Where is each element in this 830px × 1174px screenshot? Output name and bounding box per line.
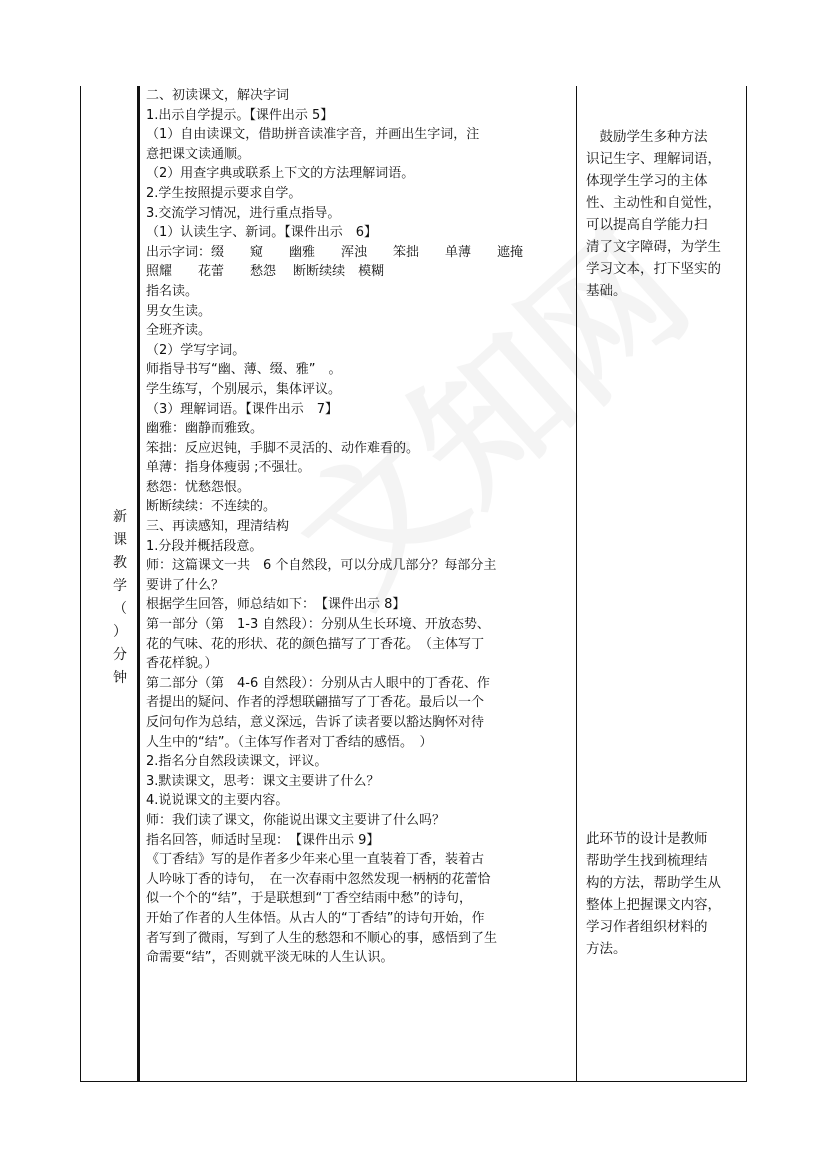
content-line: 指名回答，师适时呈现： 【课件出示 9】	[146, 832, 380, 848]
content-line: 似一个个的“结”，于是联想到“丁香空结雨中愁”的诗句，	[146, 891, 472, 907]
content-line: 3.交流学习情况，进行重点指导。	[146, 205, 341, 221]
section-label-char: 分	[113, 647, 127, 663]
content-line: 反问句作为总结，意义深远，告诉了读者要以豁达胸怀对待	[146, 715, 485, 730]
section-label-char: （	[113, 601, 127, 617]
content-line: 师：这篇课文一共 6 个自然段，可以分成几部分？每部分主	[146, 558, 497, 574]
content-line: 根据学生回答，师总结如下： 【课件出示 8】	[146, 597, 406, 613]
content-line: 香花样貌。）	[146, 656, 218, 672]
content-line: 2.学生按照提示要求自学。	[146, 185, 302, 201]
content-line: 1.出示自学提示。【课件出示 5】	[146, 107, 334, 123]
content-line: 学生练写，个别展示，集体评议。	[146, 381, 342, 397]
content-line: （2）学写字词。	[146, 342, 246, 358]
content-line: 人吟咏丁香的诗句， 在一次春雨中忽然发现一柄柄的花蕾恰	[146, 871, 491, 887]
note-line: 性、主动性和自觉性，	[586, 195, 721, 211]
note-line: 可以提高自学能力扫	[586, 217, 708, 233]
section-label-char: ）	[113, 624, 127, 640]
table-bottom-border	[80, 1081, 747, 1082]
note-line: 方法。	[586, 941, 627, 957]
content-line: 照耀 花蕾 愁怨 断断续续 模糊	[146, 264, 385, 280]
content-line: 愁怨：忧愁怨恨。	[146, 479, 251, 495]
section-label-char: 教	[113, 555, 127, 571]
table-left-border	[80, 86, 81, 1081]
content-line: 意把课文读通顺。	[146, 146, 251, 162]
content-line: 花的气味、花的形状、花的颜色描写了丁香花。 （主体写丁	[146, 636, 485, 652]
lesson-content	[146, 86, 572, 968]
note-line: 帮助学生找到梳理结	[586, 853, 708, 869]
content-line: 开始了作者的人生体悟。从古人的“丁香结”的诗句开始，作	[146, 910, 485, 926]
note-line: 鼓励学生多种方法	[586, 129, 708, 145]
content-line: 师：我们读了课文，你能说出课文主要讲了什么吗？	[146, 812, 446, 828]
content-line: 4.说说课文的主要内容。	[146, 793, 289, 809]
note-line: 此环节的设计是教师	[586, 831, 708, 847]
content-line: 命需要“结”，否则就平淡无味的人生认识。	[146, 950, 394, 966]
table-column-divider-1	[137, 86, 140, 1081]
table-right-border	[746, 86, 747, 1081]
content-line: 指名读。	[146, 283, 199, 299]
section-label-char: 新	[113, 509, 127, 525]
content-line: 要讲了什么？	[146, 577, 225, 593]
content-line: （1）认读生字、新词。【课件出示 6】	[146, 225, 378, 241]
design-note-1	[586, 126, 746, 302]
content-line: 3.默读课文，思考：课文主要讲了什么？	[146, 773, 380, 789]
content-line: 出示字词：缀 窥 幽雅 浑浊 笨拙 单薄 遮掩	[146, 244, 524, 260]
content-line: 师指导书写“幽、薄、缀、雅” 。	[146, 362, 342, 378]
content-line: 者提出的疑问、作者的浮想联翩描写了丁香花。最后以一个	[146, 695, 485, 711]
note-line: 学习文本，打下坚实的	[586, 261, 721, 277]
design-note-2	[586, 828, 746, 960]
content-line: （2）用查字典或联系上下文的方法理解词语。	[146, 166, 415, 182]
note-line: 基础。	[586, 283, 627, 299]
note-line: 清了文字障碍，为学生	[586, 239, 721, 255]
section-label-char: 学	[113, 578, 127, 594]
content-line: 者写到了微雨，写到了人生的愁怨和不顺心的事，感悟到了生	[146, 930, 498, 946]
content-line: 男女生读。	[146, 303, 212, 319]
content-line: （1）自由读课文，借助拼音读准字音，并画出生字词，注	[146, 127, 480, 143]
note-line: 体现学生学习的主体	[586, 173, 708, 189]
content-line: 人生中的“结”。（主体写作者对丁香结的感悟。 ）	[146, 734, 433, 750]
content-line: 笨拙：反应迟钝，手脚不灵活的、动作难看的。	[146, 440, 420, 456]
content-line: （3）理解词语。【课件出示 7】	[146, 401, 339, 417]
content-line: 三、再读感知，理清结构	[146, 519, 290, 535]
content-line: 第一部分（第 1-3 自然段）：分别从生长环境、开放态势、	[146, 617, 490, 633]
section-label-char: 钟	[113, 670, 127, 686]
note-line: 构的方法，帮助学生从	[586, 875, 721, 891]
section-label-char: 课	[113, 532, 127, 548]
content-line: 幽雅：幽静而雅致。	[146, 421, 264, 437]
content-line: 二、初读课文，解决字词	[146, 88, 290, 103]
content-line: 断断续续：不连续的。	[146, 499, 277, 515]
note-line: 识记生字、理解词语，	[586, 151, 721, 167]
content-line: 单薄：指身体瘦弱 ;不强壮。	[146, 460, 311, 476]
content-line: 1.分段并概括段意。	[146, 538, 263, 554]
content-line: 2.指名分自然段读课文，评议。	[146, 754, 328, 770]
note-line: 学习作者组织材料的	[586, 919, 708, 935]
content-line: 全班齐读。	[146, 323, 212, 339]
section-label	[110, 506, 130, 690]
note-line: 整体上把握课文内容，	[586, 897, 721, 913]
content-line: 《丁香结》写的是作者多少年来心里一直装着丁香，装着古	[146, 852, 485, 868]
content-line: 第二部分（第 4-6 自然段）：分别从古人眼中的丁香花、作	[146, 675, 490, 691]
